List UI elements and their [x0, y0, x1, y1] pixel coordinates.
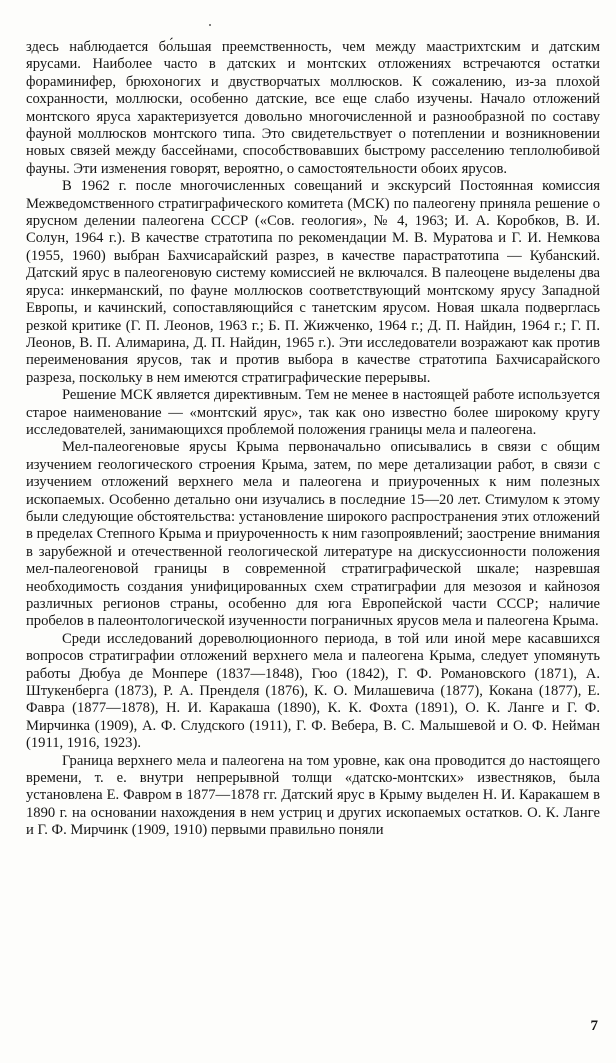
body-text — [26, 39, 600, 840]
paragraph-3: Решение МСК является директивным. Тем не менее в настоящей работе используется старое наименование — «монтский ярус», так как оно известно более широкому кругу исследователей, занимающихся проблемой положения границы мела и палеогена. — [26, 387, 600, 438]
paragraph-1: здесь наблюдается бо́льшая преемственность, чем между маастрихтским и датским ярусами. Наиболее часто в датских и монтских отложениях встречаются остатки фораминифер, брюхоногих и двустворчатых моллюсков. К сожалению, из-за плохой сохранности, моллюски, особенно датские, все еще слабо изучены. Начало отложений монтского яруса характеризуется довольно многочисленной и разнообразной по составу фауной моллюсков монтского типа. Это свидетельствует о потеплении и возникновении новых связей между бассейнами, способствовавших быстрому расселению теплолюбивой фауны. Эти изменения говорят, вероятно, о самостоятельности обоих ярусов. — [26, 39, 600, 177]
paragraph-2: В 1962 г. после многочисленных совещаний и экскурсий Постоянная комиссия Межведомственного стратиграфического комитета (МСК) по палеогену приняла решение о ярусном делении палеогена СССР («Сов. геология», № 4, 1963; И. А. Коробков, В. И. Солун, 1964 г.). В качестве стратотипа по рекомендации М. В. Муратова и Г. И. Немкова (1955, 1960) выбран Бахчисарайский разрез, в качестве парастратотипа — Кубанский. Датский ярус в палеогеновую систему комиссией не включался. В палеоцене выделены два яруса: инкерманский, по фауне моллюсков соответствующий монтскому ярусу Западной Европы, и качинский, сопоставляющийся с танетским ярусом. Новая шкала подверглась резкой критике (Г. П. Леонов, 1963 г.; Б. П. Жижченко, 1964 г.; Д. П. Найдин, 1964 г.; Г. П. Леонов, В. П. Алимарина, Д. П. Найдин, 1965 г.). Эти исследователи возражают как против переименования ярусов, так и против выбора в качестве стратотипа Бахчисарайского разреза, поскольку в нем имеются стратиграфические перерывы. — [26, 178, 600, 386]
paragraph-6: Граница верхнего мела и палеогена на том уровне, как она проводится до настоящего времени, т. е. внутри непрерывной толщи «датско-монтских» известняков, была установлена Е. Фавром в 1877—1878 гг. Датский ярус в Крыму выделен Н. И. Каракашем в 1890 г. на основании нахождения в нем устриц и других ископаемых остатков. О. К. Ланге и Г. Ф. Мирчинк (1909, 1910) первыми правильно поняли — [26, 752, 600, 839]
paragraph-5: Среди исследований дореволюционного периода, в той или иной мере касавшихся вопросов стратиграфии отложений верхнего мела и палеогена Крыма, следует упомянуть работы Дюбуа де Монпере (1837—1848), Гюо (1842), Г. Ф. Романовского (1871), А. Штукенберга (1873), Р. А. Прендeля (1876), К. О. Милашевича (1877), Кокана (1877), Е. Фавра (1877—1878), Н. И. Каракаша (1890), К. К. Фохта (1891), О. К. Ланге и Г. Ф. Мирчинка (1909), А. Ф. Слудского (1911), Г. Ф. Вебера, В. С. Малышевой и О. Ф. Нейман (1911, 1916, 1923). — [26, 630, 600, 752]
speck-mark — [209, 24, 211, 26]
page-number: 7 — [590, 1018, 598, 1034]
paragraph-4: Мел-палеогеновые ярусы Крыма первоначально описывались в связи с общим изучением геологического строения Крыма, затем, по мере детализации работ, в связи с изучением отложений верхнего мела и палеогена и приуроченных к ним полезных ископаемых. Особенно детально они изучались в последние 15—20 лет. Стимулом к этому были следующие обстоятельства: установление широкого распространения этих отложений в пределах Степного Крыма и приуроченность к ним газопроявлений; заострение внимания в зарубежной и отечественной геологической литературе на дискуссионности положения мел-палеогеновой границы в современной стратиграфической шкале; назревшая необходимость создания унифицированных схем стратиграфии для мезозоя и кайнозоя различных регионов страны, особенно для юга Европейской части СССР; наличие пробелов в палеонтологической изученности пограничных ярусов мела и палеогена Крыма. — [26, 439, 600, 630]
